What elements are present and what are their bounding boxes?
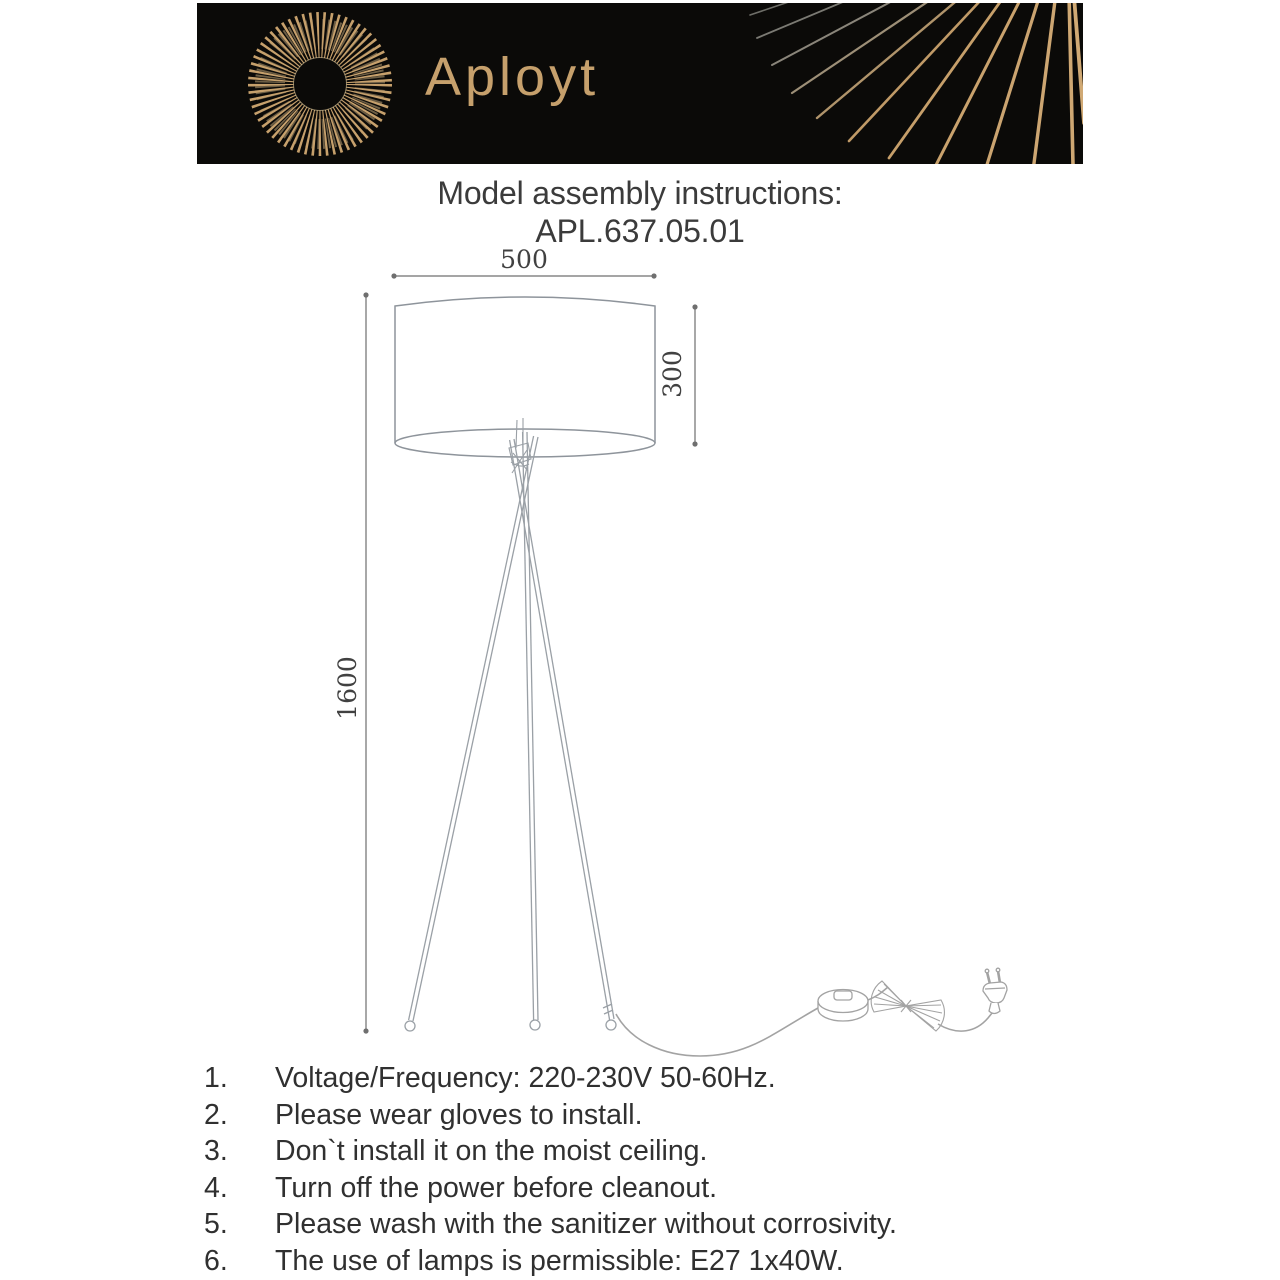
fan-rays-icon (750, 3, 1083, 164)
power-cord (616, 987, 995, 1056)
instruction-list (204, 1060, 897, 1279)
instruction-item (204, 1060, 897, 1097)
item-number: 2. (204, 1098, 228, 1131)
foot-switch (818, 990, 868, 1022)
instruction-item (204, 1243, 897, 1280)
power-plug-icon (983, 968, 1007, 1013)
dimension-width (391, 248, 656, 279)
model-number: APL.637.05.01 (535, 213, 745, 249)
instruction-item (204, 1097, 897, 1134)
banner-art (197, 3, 1083, 164)
title-line1: Model assembly instructions: (437, 175, 843, 211)
item-number: 1. (204, 1062, 228, 1094)
cable-bundle (871, 981, 944, 1031)
instruction-item (204, 1170, 897, 1207)
dimension-shade-height-label: 300 (658, 350, 687, 398)
item-text: Voltage/Frequency: 220-230V 50-60Hz. (275, 1062, 776, 1094)
item-number: 4. (204, 1171, 228, 1204)
dimension-width-label: 500 (500, 248, 548, 274)
leg-left (405, 436, 538, 1031)
item-text: Please wash with the sanitizer without corrosivity. (275, 1208, 897, 1240)
item-text: Don`t install it on the moist ceiling. (275, 1135, 708, 1167)
leg-right (510, 439, 616, 1030)
lamp-shade (395, 297, 655, 457)
sunburst-logo-icon (270, 34, 370, 134)
item-text: The use of lamps is permissible: E27 1x40W. (275, 1244, 844, 1277)
tripod-legs (405, 432, 616, 1031)
brand-banner (197, 3, 1083, 164)
dimension-total-height-label: 1600 (333, 656, 362, 720)
dimension-shade-height (658, 304, 698, 446)
lamp-technical-drawing (0, 248, 1280, 1060)
item-text: Please wear gloves to install. (275, 1098, 643, 1131)
item-number: 3. (204, 1135, 228, 1167)
item-text: Turn off the power before cleanout. (275, 1171, 718, 1204)
switch-button (834, 991, 852, 1000)
instruction-item (204, 1133, 897, 1170)
item-number: 6. (204, 1244, 228, 1277)
brand-wordmark: Aployt (425, 47, 600, 107)
instruction-item (204, 1206, 897, 1243)
page-title (0, 174, 1280, 250)
leg-middle (523, 432, 540, 1030)
item-number: 5. (204, 1208, 228, 1240)
dimension-total-height (333, 292, 369, 1033)
